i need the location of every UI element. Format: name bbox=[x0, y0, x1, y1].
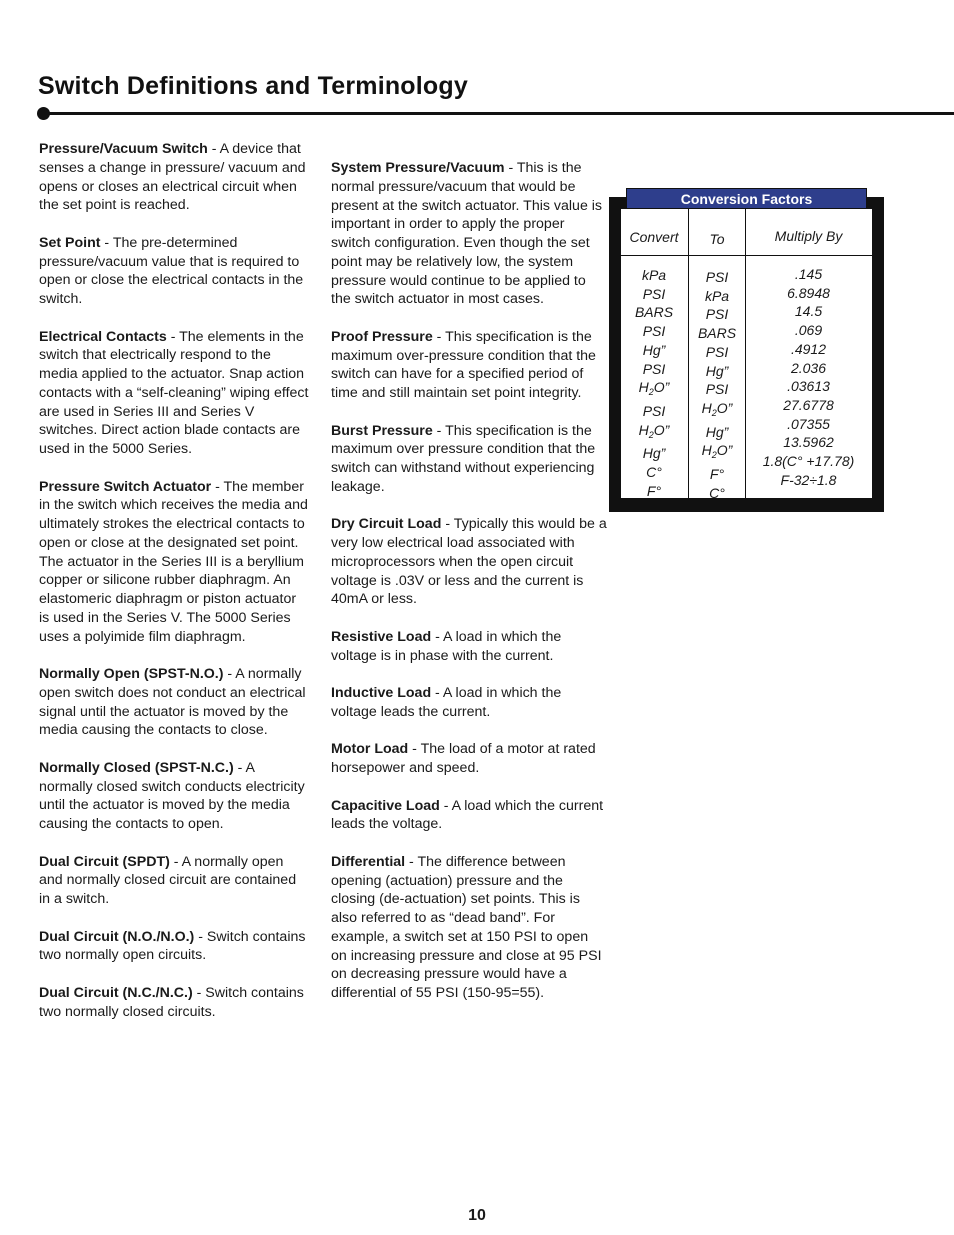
definition-term: Electrical Contacts bbox=[39, 328, 167, 345]
definition-entry bbox=[331, 328, 607, 403]
page-title: Switch Definitions and Terminology bbox=[38, 72, 468, 100]
definition-text: - A normally closed switch conducts electricity until the actuator is moved by the media causing the contacts to open. bbox=[39, 759, 305, 832]
table-cell: $H_2O$” bbox=[638, 379, 670, 398]
table-cell: 27.6778 bbox=[783, 396, 834, 413]
definition-text: - A normally open switch does not conduct an electrical signal until the actuator is moved by the media causing the contacts to close. bbox=[39, 666, 306, 739]
definition-text: - Switch contains two normally closed circuits. bbox=[39, 984, 304, 1020]
table-cell: PSI bbox=[705, 306, 729, 323]
definition-term: Set Point bbox=[39, 234, 101, 251]
definitions-column-2 bbox=[331, 159, 607, 1022]
table-cell: .069 bbox=[794, 322, 823, 339]
table-cell: kPa bbox=[704, 287, 730, 304]
table-cell: .4912 bbox=[790, 340, 827, 357]
table-cell: 14.5 bbox=[794, 303, 823, 320]
definition-entry bbox=[39, 234, 309, 309]
definition-entry bbox=[39, 928, 309, 966]
definition-term: Dual Circuit (N.C./N.C.) bbox=[39, 984, 193, 1001]
table-cell: PSI bbox=[642, 323, 666, 340]
definition-term: Pressure/Vacuum Switch bbox=[39, 141, 208, 157]
definition-text: - The difference between opening (actuation) pressure and the closing (de-actuation) set points. This is also referred to as “dead band”. For example, a switch set at 150 PSI to open on increasing pressure and close at 95 PSI on decreasing pressure would have a differential of 55 PSI (150-95=55). bbox=[331, 853, 602, 1001]
table-cell: 2.036 bbox=[790, 359, 827, 376]
definition-term: Pressure Switch Actuator bbox=[39, 478, 212, 495]
definition-term: Dual Circuit (SPDT) bbox=[39, 853, 170, 870]
table-cell: F° bbox=[709, 466, 725, 483]
definition-term: Proof Pressure bbox=[331, 328, 433, 345]
table-cell: .145 bbox=[794, 266, 823, 282]
table-cell: BARS bbox=[634, 304, 674, 321]
definition-text: - A load in which the voltage is in phase with the current. bbox=[331, 628, 562, 664]
definition-term: Motor Load bbox=[331, 741, 409, 758]
table-cell: Hg” bbox=[642, 445, 666, 462]
definition-entry bbox=[39, 328, 309, 459]
definition-entry bbox=[331, 684, 607, 722]
header-convert: Convert bbox=[629, 229, 679, 245]
conversion-table-title: Conversion Factors bbox=[626, 188, 867, 209]
definition-entry bbox=[331, 628, 607, 666]
table-cell: $H_2O$” bbox=[701, 442, 733, 461]
definition-text: - A normally open and normally closed circuit are contained in a switch. bbox=[39, 853, 297, 907]
page-number: 10 bbox=[468, 1207, 486, 1224]
definition-term: Dry Circuit Load bbox=[331, 516, 442, 533]
header-multiply-by: Multiply By bbox=[774, 228, 843, 244]
definition-term: System Pressure/Vacuum bbox=[331, 160, 505, 176]
table-cell: $H_2O$” bbox=[638, 421, 670, 440]
definition-term: Capacitive Load bbox=[331, 797, 440, 814]
definition-term: Normally Closed (SPST-N.C.) bbox=[39, 759, 234, 776]
definition-text: - A device that senses a change in pressure/ vacuum and opens or closes an electrical circuit when the set point is reached. bbox=[39, 141, 306, 214]
definitions-column-1 bbox=[39, 140, 309, 1040]
table-cell: F-32÷1.8 bbox=[780, 471, 837, 488]
table-cell: PSI bbox=[705, 343, 729, 360]
definition-entry bbox=[331, 422, 607, 497]
table-cell: Hg” bbox=[705, 423, 729, 440]
table-cell: PSI bbox=[642, 402, 666, 419]
definition-term: Normally Open (SPST-N.O.) bbox=[39, 666, 224, 682]
definition-entry bbox=[39, 140, 309, 215]
definition-text: - This specification is the maximum over-pressure condition that the switch can have for a specified period of time and still maintain set point integrity. bbox=[331, 328, 596, 401]
multiply-factors-list bbox=[746, 265, 871, 489]
table-cell: Hg” bbox=[642, 341, 666, 358]
definition-text: - A load which the current leads the voltage. bbox=[331, 797, 604, 833]
definition-entry bbox=[331, 159, 607, 309]
definition-term: Burst Pressure bbox=[331, 422, 433, 439]
definition-text: - The elements in the switch that electrically respond to the media applied to the actuator. Snap action contacts with a “self-cleaning” wiping effect are used in Series III and Series V switches. Direct action blade contacts are used in the 5000 Series. bbox=[39, 328, 309, 457]
table-cell: PSI bbox=[705, 381, 729, 398]
definition-entry bbox=[331, 853, 607, 1003]
table-cell: kPa bbox=[641, 267, 667, 283]
definition-text: - Typically this would be a very low electrical load associated with microprocessors when the open circuit voltage is .03V or less and the current is 40mA or less. bbox=[331, 516, 607, 608]
table-cell: .07355 bbox=[787, 415, 830, 432]
definition-entry bbox=[39, 984, 309, 1022]
definition-term: Inductive Load bbox=[331, 685, 432, 701]
definition-entry bbox=[39, 665, 309, 740]
definition-term: Dual Circuit (N.O./N.O.) bbox=[39, 928, 195, 945]
table-cell: C° bbox=[709, 484, 725, 501]
table-cell: 13.5962 bbox=[783, 434, 834, 451]
definition-entry bbox=[331, 515, 607, 609]
definition-text: - This is the normal pressure/vacuum that would be present at the switch actuator. This value is important in order to apply the proper switch configuration. Even though the set point may be relatively low, the system pressure would continue to be applied to the switch actuator in most cases. bbox=[331, 160, 603, 308]
table-cell: 1.8(C° +17.78) bbox=[762, 453, 855, 470]
definition-text: - The load of a motor at rated horsepower and speed. bbox=[331, 741, 596, 776]
definition-entry bbox=[331, 797, 607, 835]
definition-entry bbox=[331, 740, 607, 778]
table-cell: 6.8948 bbox=[787, 284, 830, 301]
definition-text: - The pre-determined pressure/vacuum value that is required to open or close the electrical contacts in the switch. bbox=[39, 234, 304, 307]
table-cell: PSI bbox=[642, 285, 666, 302]
header-to: To bbox=[709, 231, 725, 247]
definition-text: - A load in which the voltage leads the current. bbox=[331, 685, 562, 720]
table-cell: F° bbox=[646, 482, 662, 499]
table-cell: PSI bbox=[705, 269, 729, 285]
convert-units-list bbox=[620, 266, 688, 500]
definition-term: Differential bbox=[331, 853, 406, 870]
title-rule bbox=[44, 112, 954, 115]
table-cell: C° bbox=[646, 464, 662, 481]
definition-entry bbox=[39, 759, 309, 834]
definition-text: - The member in the switch which receives the media and ultimately strokes the electrical contacts to open or close at the designated set point. The actuator in the Series III is a beryllium copper or silicone rubber diaphragm. An elastomeric diaphragm or piston actuator is used in the Series V. The 5000 Series uses a polyimide film diaphragm. bbox=[39, 478, 308, 645]
table-cell: PSI bbox=[642, 360, 666, 377]
table-header-divider bbox=[620, 255, 872, 256]
definition-text: - Switch contains two normally open circuits. bbox=[39, 928, 306, 964]
definition-term: Resistive Load bbox=[331, 628, 432, 645]
definition-entry bbox=[39, 853, 309, 909]
table-cell: BARS bbox=[697, 325, 737, 342]
table-cell: $H_2O$” bbox=[701, 399, 733, 418]
to-units-list bbox=[689, 268, 745, 502]
table-cell: .03613 bbox=[787, 378, 830, 395]
definition-entry bbox=[39, 478, 309, 647]
table-cell: Hg” bbox=[705, 362, 729, 379]
definition-text: - This specification is the maximum over pressure condition that the switch can withstand without experiencing leakage. bbox=[331, 422, 596, 495]
